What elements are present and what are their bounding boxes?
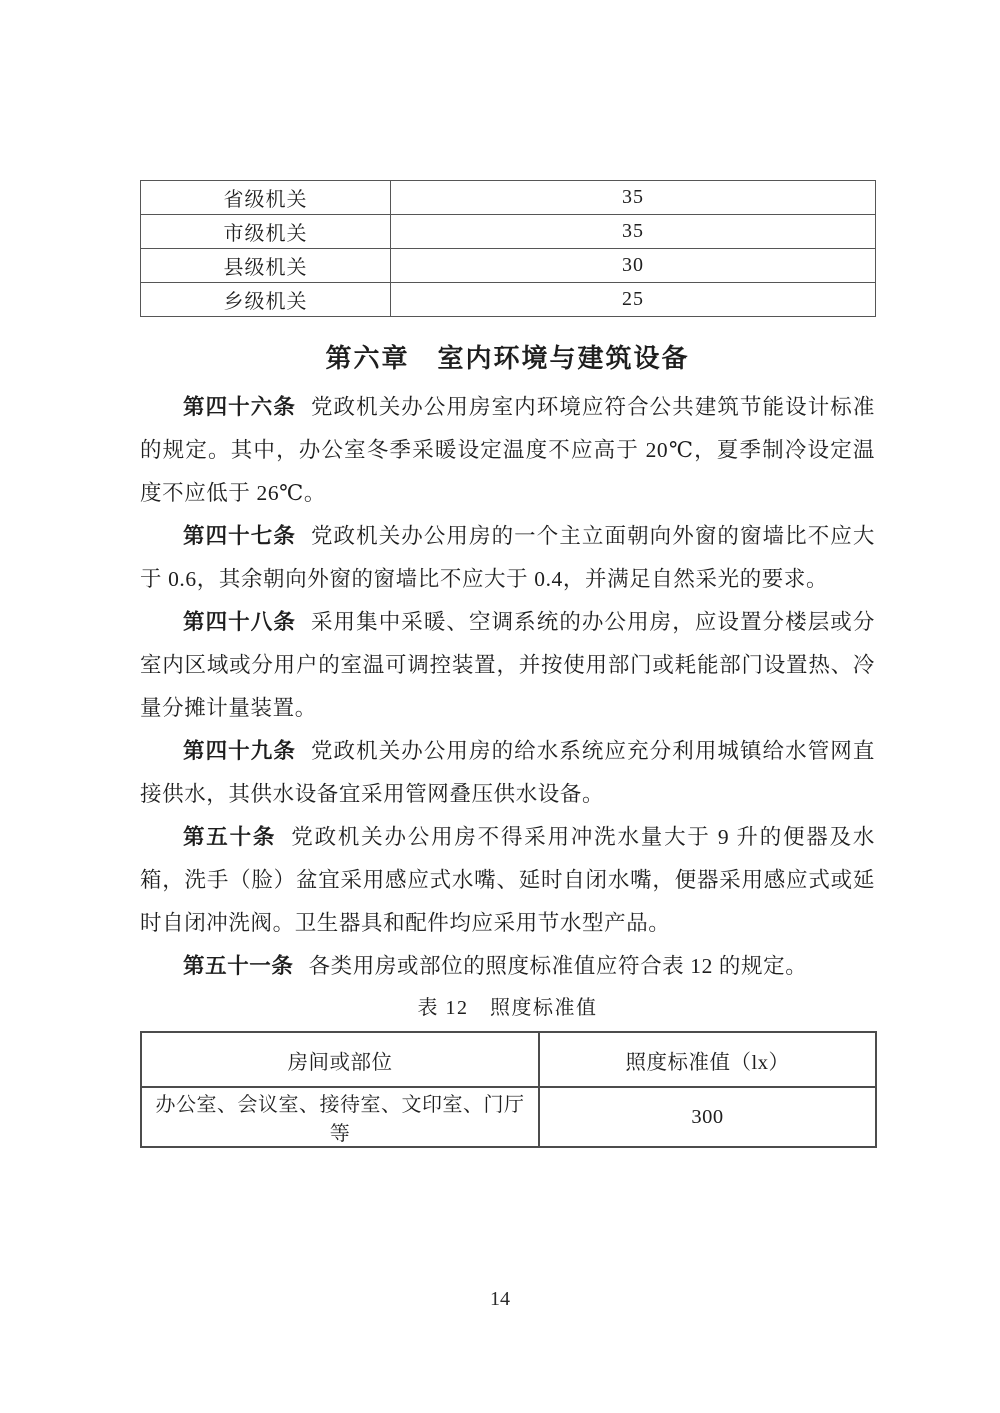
- room-header-cell: 房间或部位: [141, 1032, 539, 1087]
- table-12-caption: 表 12 照度标准值: [417, 997, 598, 1019]
- article-47-text: 党政机关办公用房的一个主立面朝向外窗的窗墙比不应大于 0.6，其余朝向外窗的窗墙比不应大于 0.4，并满足自然采光的要求。: [140, 524, 875, 591]
- page-number: 14: [490, 1288, 510, 1310]
- article-51: [140, 945, 875, 988]
- chapter-title: 第六章 室内环境与建筑设备: [325, 344, 690, 373]
- article-list: [140, 386, 875, 988]
- organ-value-cell: 25: [391, 283, 876, 317]
- article-50-number: 第五十条: [183, 825, 277, 849]
- organ-level-cell: 县级机关: [141, 249, 391, 283]
- lux-value-cell: 300: [539, 1087, 876, 1147]
- table-row: [141, 249, 876, 283]
- organ-value-cell: 30: [391, 249, 876, 283]
- article-50-text: 党政机关办公用房不得采用冲洗水量大于 9 升的便器及水箱，洗手（脸）盆宜采用感应式水嘴、延时自闭水嘴，便器采用感应式或延时自闭冲洗阀。卫生器具和配件均应采用节水型产品。: [140, 825, 876, 935]
- table-row: [141, 215, 876, 249]
- organ-value-cell: 35: [391, 181, 876, 215]
- article-48-number: 第四十八条: [183, 610, 296, 634]
- table-row: [141, 1087, 876, 1147]
- article-49: [140, 730, 875, 816]
- table-row: [141, 283, 876, 317]
- article-49-number: 第四十九条: [183, 739, 296, 763]
- organ-grade-table: [140, 180, 876, 317]
- organ-level-cell: 省级机关: [141, 181, 391, 215]
- article-47-number: 第四十七条: [183, 524, 296, 548]
- organ-value-cell: 35: [391, 215, 876, 249]
- article-51-number: 第五十一条: [183, 954, 294, 978]
- page-content: [140, 0, 875, 1148]
- table-row: [141, 181, 876, 215]
- article-46-number: 第四十六条: [183, 395, 296, 419]
- article-49-text: 党政机关办公用房的给水系统应充分利用城镇给水管网直接供水，其供水设备宜采用管网叠压供水设备。: [140, 739, 875, 806]
- organ-level-cell: 市级机关: [141, 215, 391, 249]
- organ-level-cell: 乡级机关: [141, 283, 391, 317]
- illuminance-table: [140, 1031, 877, 1148]
- table-header-row: [141, 1032, 876, 1087]
- article-46-text: 党政机关办公用房室内环境应符合公共建筑节能设计标准的规定。其中，办公室冬季采暖设定温度不应高于 20℃，夏季制冷设定温度不应低于 26℃。: [140, 395, 875, 505]
- article-47: [140, 515, 875, 601]
- article-51-text: 各类用房或部位的照度标准值应符合表 12 的规定。: [308, 954, 808, 978]
- lux-header-cell: 照度标准值（lx）: [539, 1032, 876, 1087]
- article-48: [140, 601, 875, 730]
- room-cell: 办公室、会议室、接待室、文印室、门厅等: [141, 1087, 539, 1147]
- article-48-text: 采用集中采暖、空调系统的办公用房，应设置分楼层或分室内区域或分用户的室温可调控装置，并按使用部门或耗能部门设置热、冷量分摊计量装置。: [140, 610, 875, 720]
- article-50: [140, 816, 875, 945]
- article-46: [140, 386, 875, 515]
